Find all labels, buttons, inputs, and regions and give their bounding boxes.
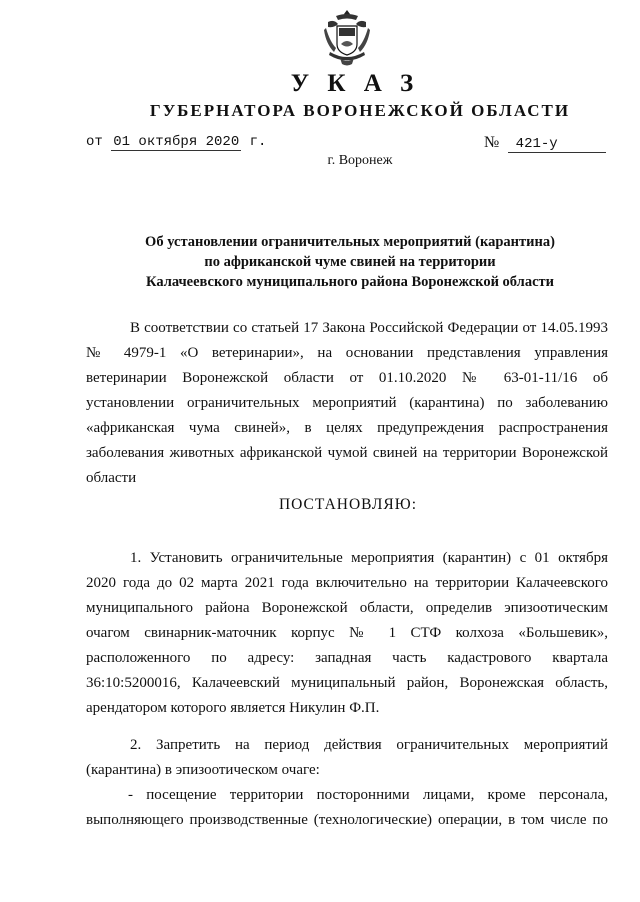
text-line: арендатором которого является Никулин Ф.П. [86,700,380,716]
text-line: № 4979-1 «О ветеринарии», на основании представления управления [86,345,608,361]
text-line: выполняющего производственные (технологические) операции, в том числе по [86,812,608,828]
date-suffix: г. [249,134,267,150]
heading-line: по африканской чуме свиней на территории [204,254,496,270]
text-line: очагом свинарник-маточник корпус № 1 СТФ колхоза «Большевик», [86,625,608,641]
heading-line: Калачеевского муниципального района Воронежской области [146,274,554,290]
text-line: ветеринарии Воронежской области от 01.10.2020 № 63-01-11/16 об [86,370,608,386]
preamble-paragraph [86,316,608,491]
text-line: (карантина) в эпизоотическом очаге: [86,762,320,778]
decree-word: ПОСТАНОВЛЯЮ: [278,496,418,513]
decree-heading [100,232,600,292]
text-line: - посещение территории посторонними лицами, кроме персонала, [128,787,608,803]
date-value: 01 октября 2020 [113,134,240,150]
text-line: 2. Запретить на период действия ограничительных мероприятий [130,737,608,753]
text-line: 2020 года до 02 марта 2021 года включительно на территории Калачеевского [86,575,608,591]
city: г. Воронеж [327,153,393,168]
date-prefix: от [86,134,103,150]
item-2-paragraph [86,733,608,783]
text-line: 1. Установить ограничительные мероприятия (карантин) с 01 октября [130,550,608,566]
heading-line: Об установлении ограничительных мероприятий (карантина) [145,234,555,250]
text-line: установлении ограничительных мероприятий (карантина) по заболеванию [86,395,608,411]
text-line: области [86,470,137,486]
document-subtitle: ГУБЕРНАТОРА ВОРОНЕЖСКОЙ ОБЛАСТИ [149,101,571,120]
text-line: В соответствии со статьей 17 Закона Российской Федерации от 14.05.1993 [130,320,608,336]
text-line: расположенного по адресу: западная часть кадастрового квартала [86,650,608,666]
number-value: 421-у [508,136,606,153]
document-title: У К А З [290,70,420,97]
text-line: «африканская чума свиней», в целях предупреждения распространения [86,420,608,436]
item-1-paragraph [86,546,608,721]
number-line [484,134,606,153]
text-line: 36:10:5200016, Калачеевский муниципальный район, Воронежская область, [86,675,608,691]
coat-of-arms-icon [322,8,372,70]
date-line [86,134,266,150]
text-line: муниципального района Воронежской области, определив эпизоотическим [86,600,608,616]
number-sign: № [484,134,500,151]
text-line: заболевания животных африканской чумой свиней на территории Воронежской [86,445,608,461]
item-2-bullet-paragraph [86,783,608,833]
